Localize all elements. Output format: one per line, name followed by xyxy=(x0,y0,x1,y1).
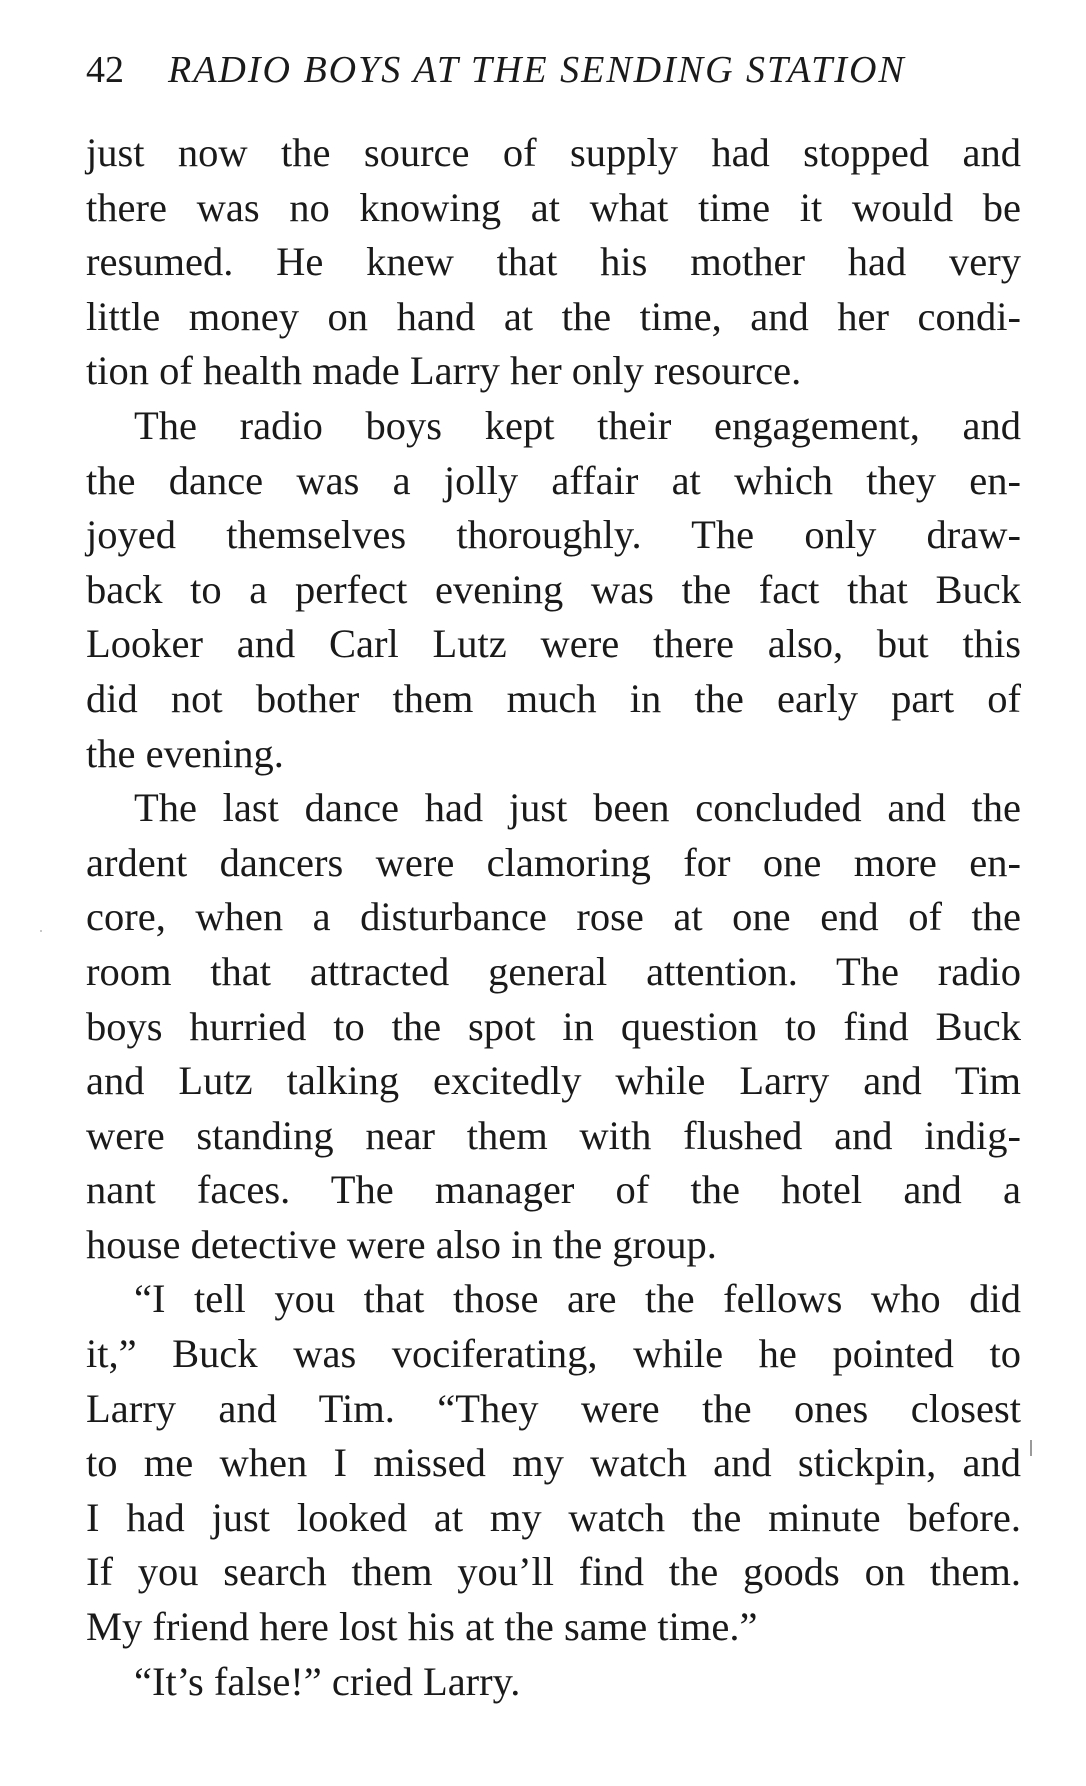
scan-mark xyxy=(1030,1440,1032,1456)
scan-dot xyxy=(40,930,42,932)
text-line: I had just looked at my watch the minute before. xyxy=(86,1494,1021,1540)
text-line: If you search them you’ll find the goods on them. xyxy=(86,1549,1021,1595)
paragraph-first-line: “It’s false!” cried Larry. xyxy=(134,1658,521,1704)
text-line: Larry and Tim. “They were the ones closest xyxy=(86,1385,1021,1431)
text-line: ardent dancers were clamoring for one more en- xyxy=(86,839,1021,885)
text-line: room that attracted general attention. The radio xyxy=(86,948,1021,994)
text-line: and Lutz talking excitedly while Larry and Tim xyxy=(86,1058,1021,1104)
text-line: little money on hand at the time, and her condi- xyxy=(86,293,1021,339)
text-line: Looker and Carl Lutz were there also, but this xyxy=(86,621,1021,667)
page-number: 42 xyxy=(86,49,124,91)
running-title: RADIO BOYS AT THE SENDING STATION xyxy=(168,49,906,91)
text-line: the dance was a jolly affair at which they en- xyxy=(86,457,1021,503)
paragraph-first-line: The last dance had just been concluded and the xyxy=(134,785,1021,831)
text-line: nant faces. The manager of the hotel and a xyxy=(86,1167,1021,1213)
text-line: My friend here lost his at the same time.” xyxy=(86,1604,758,1650)
paragraph-first-line: The radio boys kept their engagement, and xyxy=(134,402,1021,448)
text-line: there was no knowing at what time it would be xyxy=(86,184,1021,230)
text-line: back to a perfect evening was the fact that Buck xyxy=(86,566,1021,612)
text-line: tion of health made Larry her only resource. xyxy=(86,348,802,394)
text-line: just now the source of supply had stopped and xyxy=(86,130,1021,175)
body-text xyxy=(86,126,1021,1709)
text-line: it,” Buck was vociferating, while he pointed to xyxy=(86,1331,1021,1377)
running-head xyxy=(86,40,986,100)
text-line: boys hurried to the spot in question to find Buck xyxy=(86,1003,1021,1049)
text-line: the evening. xyxy=(86,730,284,776)
text-line: joyed themselves thoroughly. The only draw- xyxy=(86,512,1021,558)
text-line: to me when I missed my watch and stickpin, and xyxy=(86,1440,1021,1486)
text-line: house detective were also in the group. xyxy=(86,1221,717,1267)
text-line: core, when a disturbance rose at one end of the xyxy=(86,894,1021,940)
text-line: resumed. He knew that his mother had very xyxy=(86,239,1021,285)
paragraph-first-line: “I tell you that those are the fellows who did xyxy=(134,1276,1021,1322)
text-line: did not bother them much in the early part of xyxy=(86,675,1021,721)
text-line: were standing near them with flushed and indig- xyxy=(86,1112,1021,1158)
